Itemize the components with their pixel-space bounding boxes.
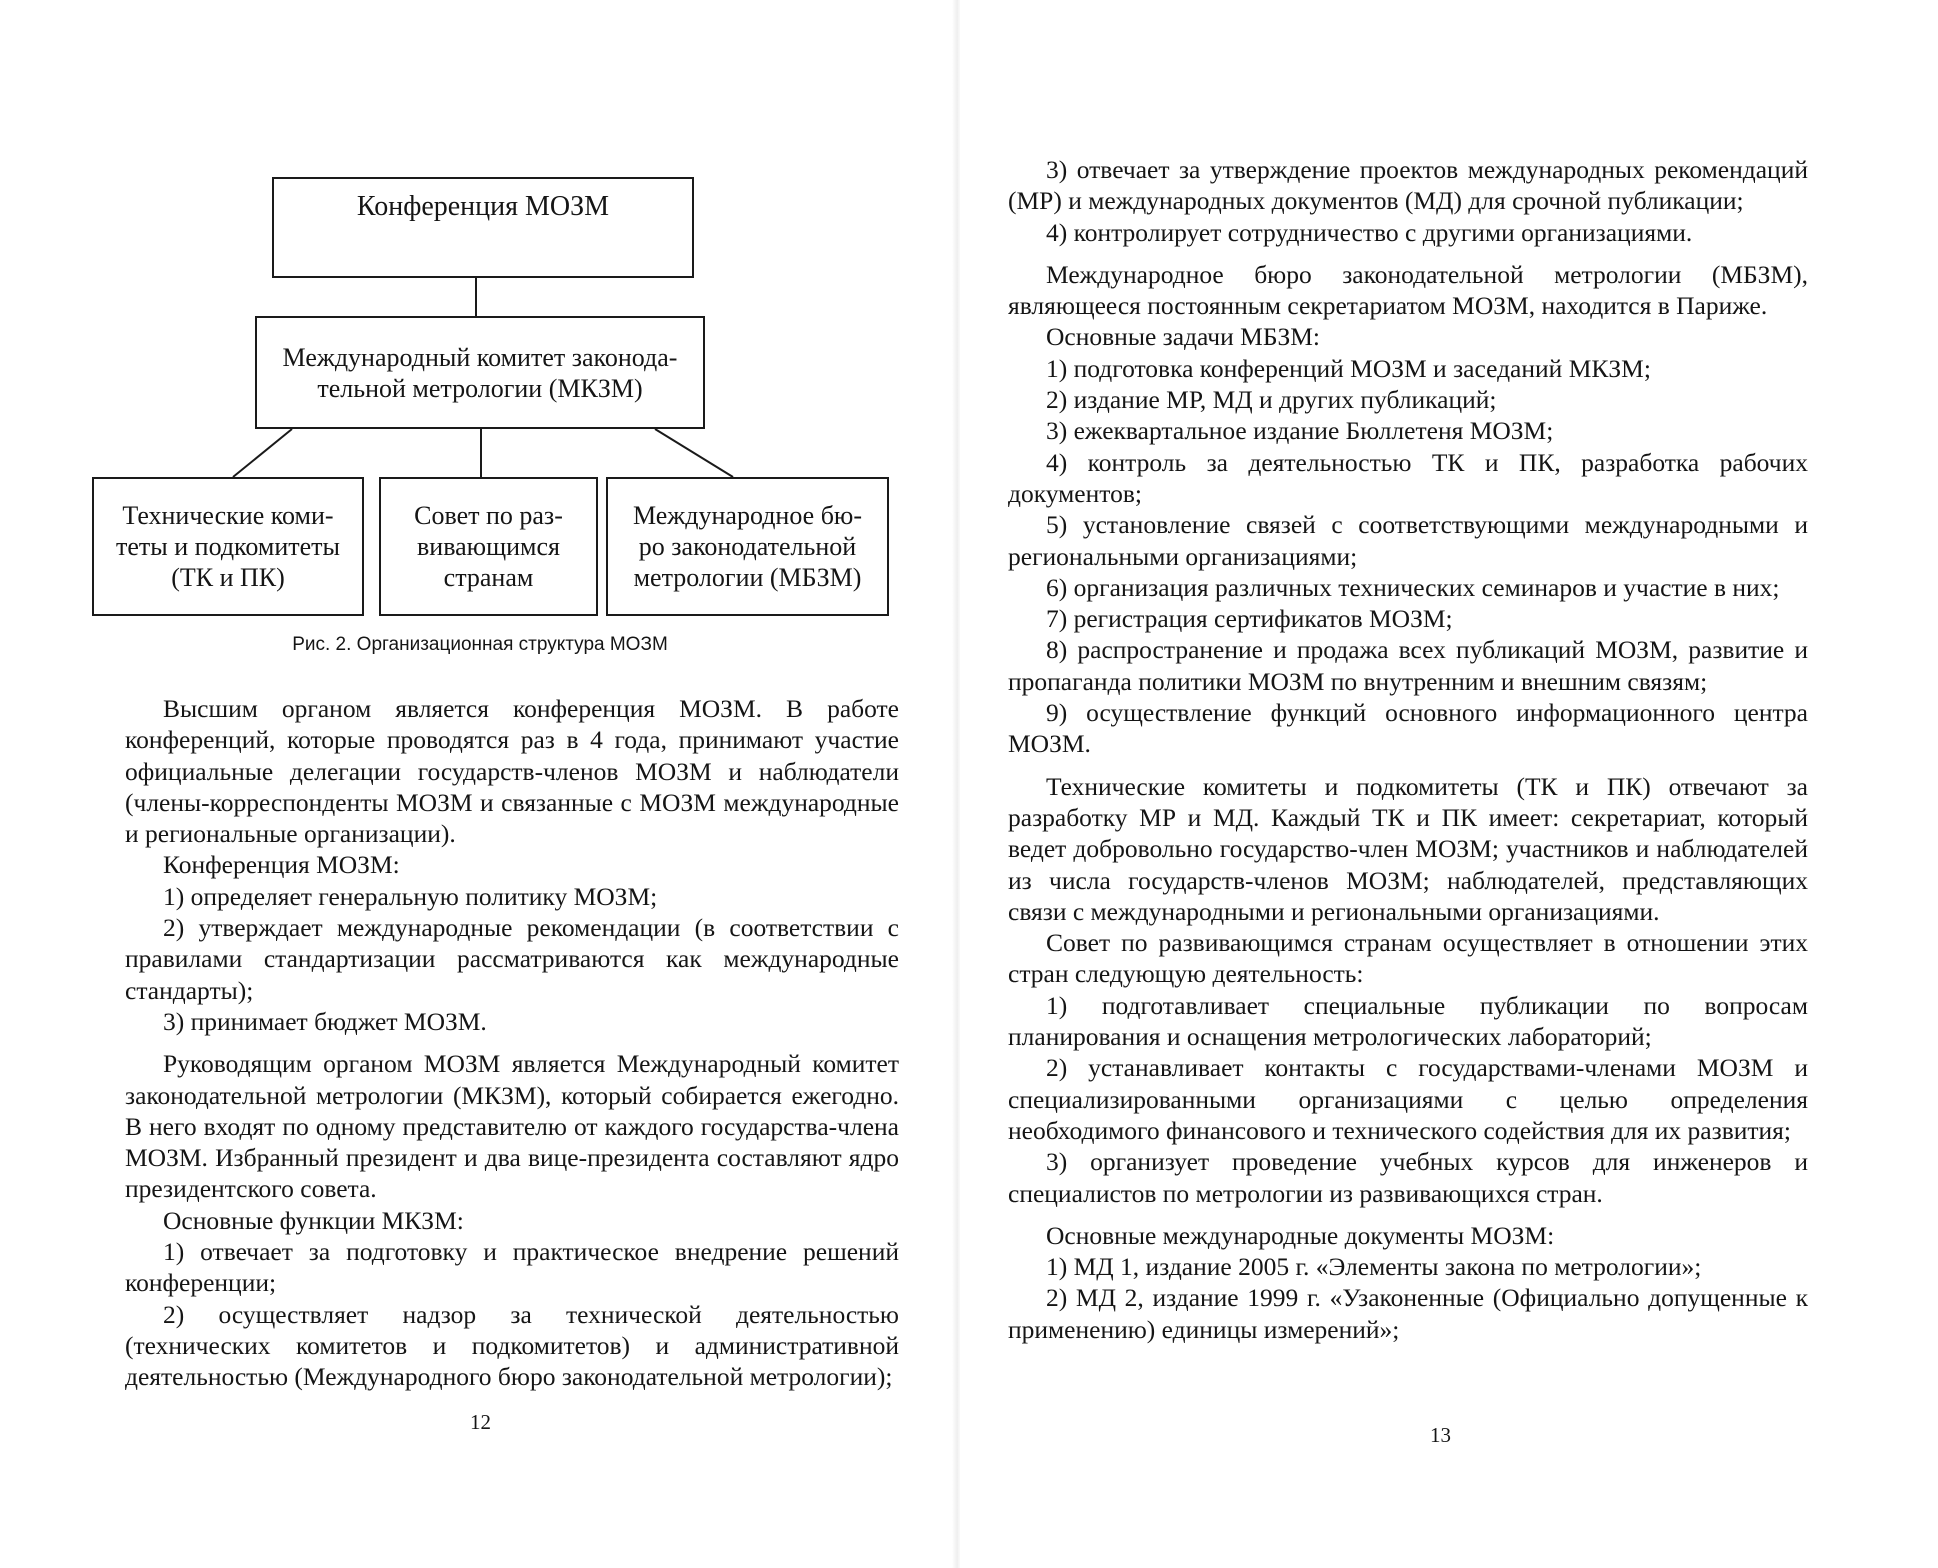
paragraph: Совет по развивающимся странам осуществляет в отношении этих стран следующую деятельность: [1008,928,1808,989]
paragraph: Высшим органом является конференция МОЗМ. В работе конференций, которые проводятся раз в 4 года, принимают участие официальные делегации государств-членов МОЗМ и наблюдатели (члены-корреспонденты МОЗМ и связанные с МОЗМ международные и региональные организации). [125,694,899,849]
list-item: 1) подготовка конференций МОЗМ и заседаний МКЗМ; [1046,353,1651,383]
box-international-committee: Международный комитет законода- тельной метрологии (МКЗМ) [255,316,705,429]
list-item: 1) подготавливает специальные публикации по вопросам планирования и оснащения метрологических лабораторий; [1008,990,1808,1052]
list-item: 4) контролирует сотрудничество с другими организациями. [1046,217,1693,247]
page-number: 12 [470,1410,491,1434]
list-item: 9) осуществление функций основного информационного центра МОЗМ. [1008,698,1808,759]
list-item: 2) утверждает международные рекомендации (в соответствии с правилами стандартизации рассматриваются как международные стандарты); [125,913,899,1005]
list-item: 5) установление связей с соответствующими международными и региональными организациями; [1008,510,1808,571]
paragraph: Руководящим органом МОЗМ является Международный комитет законодательной метрологии (МКЗМ), который собирается ежегодно. В него входят по одному представителю от каждого государства-члена МОЗМ. Избранный президент и два вице-президента составляют ядро президентского совета. [125,1049,899,1204]
box-developing-countries-council: Совет по раз- вивающимся странам [379,477,598,616]
paragraph: Технические комитеты и подкомитеты (ТК и ПК) отвечают за разработку МР и МД. Каждый ТК и ПК имеет: секретариат, который ведет добровольно государство-член МОЗМ; участников и наблюдателей из числа государств-членов МОЗМ; наблюдателей, представляющих связи с международными и региональными организациями. [1008,771,1808,926]
right-body-text [1008,154,1808,1345]
list-item: 2) устанавливает контакты с государствами-членами МОЗМ и специализированными организациями с целью определения необходимого финансового и технического содействия для их развития; [1008,1053,1808,1145]
left-page [0,0,960,1568]
list-item: 6) организация различных технических семинаров и участие в них; [1046,572,1780,602]
left-body-text [125,693,899,1393]
list-item: 3) ежеквартальное издание Бюллетеня МОЗМ; [1046,416,1554,446]
list-item: 2) осуществляет надзор за технической деятельностью (технических комитетов и подкомитетов) и административной деятельностью (Международного бюро законодательной метрологии); [125,1299,899,1392]
paragraph: Основные международные документы МОЗМ: [1046,1220,1555,1250]
paragraph: Международное бюро законодательной метрологии (МБЗМ), являющееся постоянным секретариатом МОЗМ, находится в Париже. [1008,259,1808,321]
list-item: 1) МД 1, издание 2005 г. «Элементы закона по метрологии»; [1046,1252,1702,1282]
list-item: 2) МД 2, издание 1999 г. «Узаконенные (Официально допущенные к применению) единицы измерений»; [1008,1283,1808,1344]
org-structure-diagram [0,0,960,655]
paragraph: Основные функции МКЗМ: [163,1205,464,1235]
box-international-bureau: Международное бю- ро законодательной метрологии (МБЗМ) [606,477,889,616]
connector-mkzm-bureau [655,429,733,477]
list-item: 4) контроль за деятельностью ТК и ПК, разработка рабочих документов; [1008,447,1808,508]
figure-caption: Рис. 2. Организационная структура МОЗМ [292,634,668,655]
paragraph: Основные задачи МБЗМ: [1046,322,1321,352]
list-item: 8) распространение и продажа всех публикаций МОЗМ, развитие и пропаганда политики МОЗМ по внутренним и внешним связям; [1008,635,1808,696]
list-item: 7) регистрация сертификатов МОЗМ; [1046,604,1453,634]
connector-mkzm-tk [233,429,292,477]
list-item: 1) отвечает за подготовку и практическое внедрение решений конференции; [125,1237,899,1298]
box-technical-committees: Технические коми- теты и подкомитеты (ТК и ПК) [92,477,364,616]
paragraph: Конференция МОЗМ: [163,850,400,880]
box-conference: Конференция МОЗМ [272,177,694,278]
list-item: 3) принимает бюджет МОЗМ. [163,1006,487,1036]
page-number: 13 [1430,1423,1451,1447]
list-item: 3) отвечает за утверждение проектов международных рекомендаций (МР) и международных документов (МД) для срочной публикации; [1008,155,1808,216]
list-item: 3) организует проведение учебных курсов для инженеров и специалистов по метрологии из развивающихся стран. [1008,1147,1808,1208]
right-page [960,0,1938,1568]
list-item: 2) издание МР, МД и других публикаций; [1046,385,1497,415]
list-item: 1) определяет генеральную политику МОЗМ; [163,881,658,911]
